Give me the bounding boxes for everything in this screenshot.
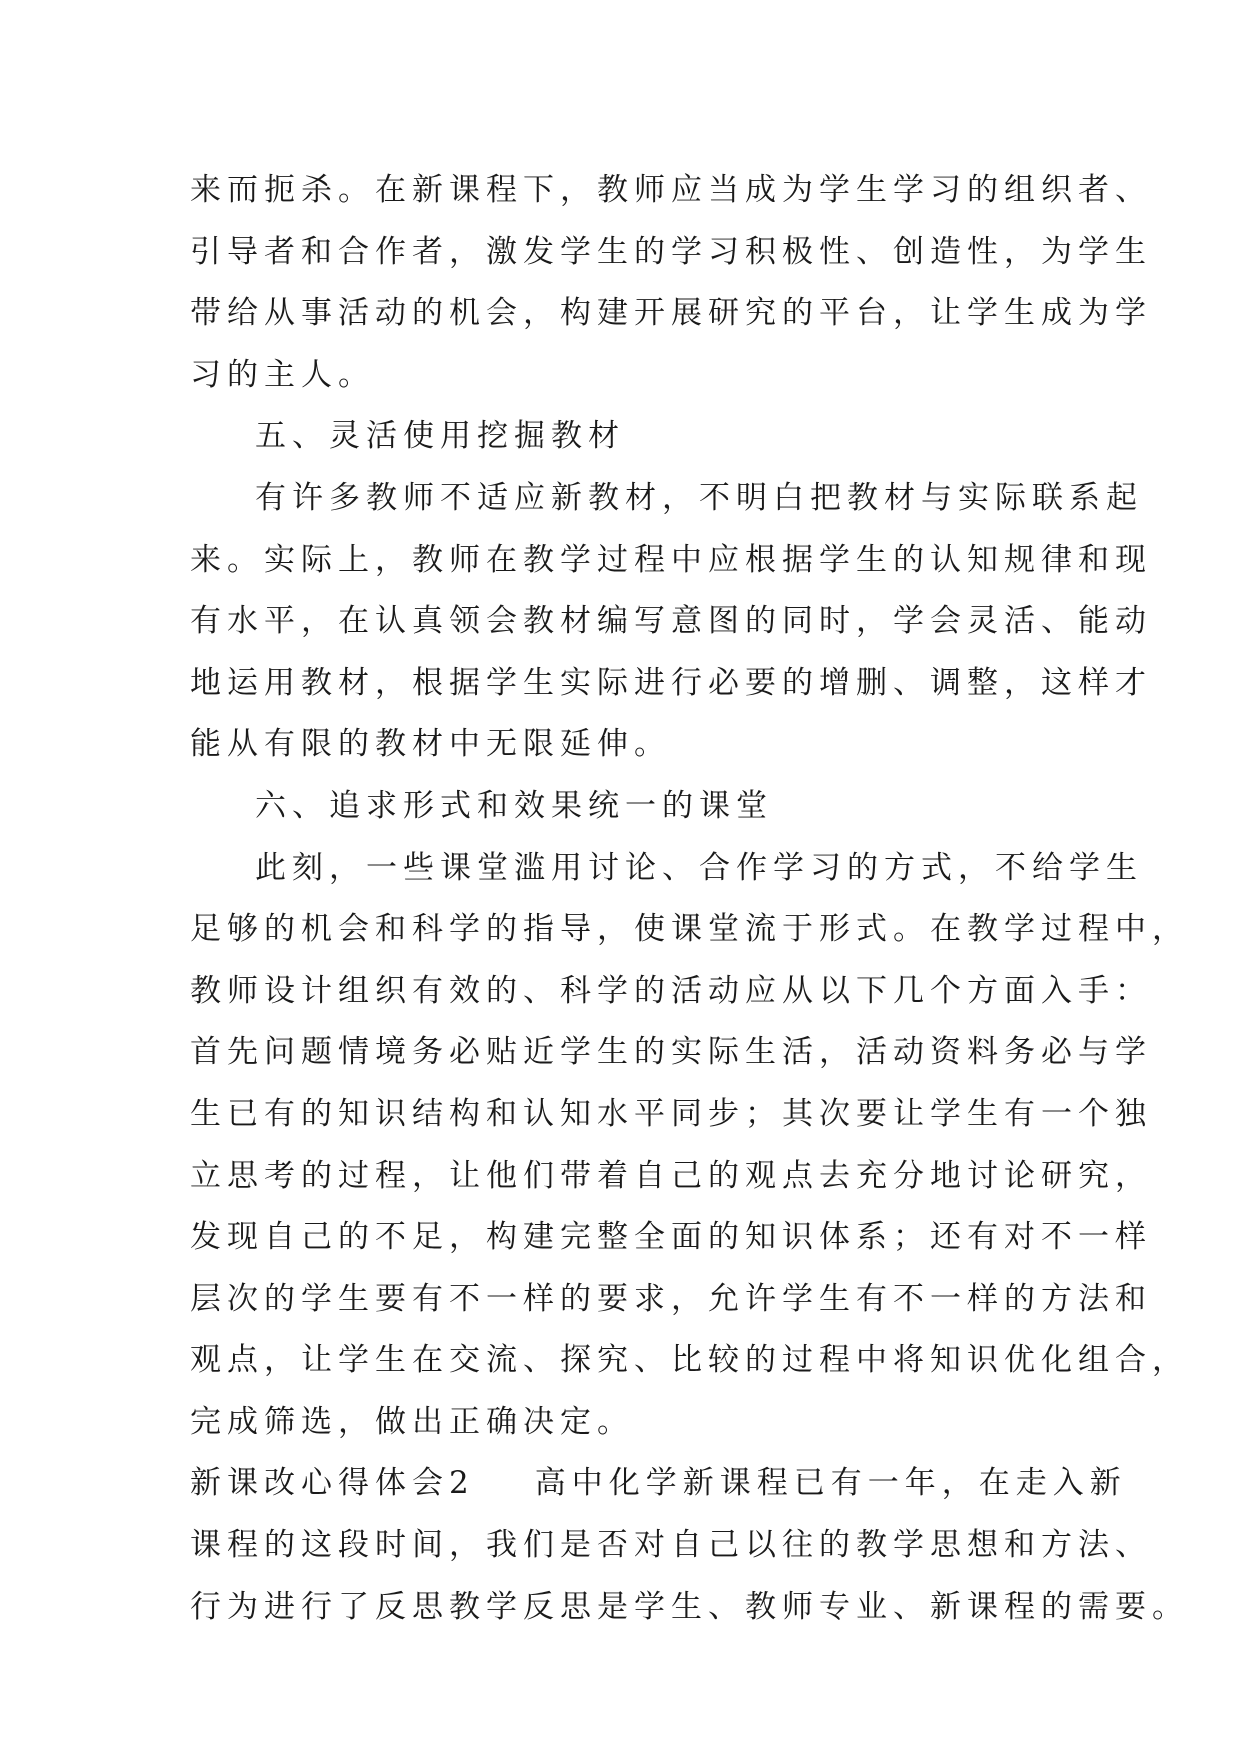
text-line bbox=[190, 1453, 1127, 1515]
text-line: 行为进行了反思教学反思是学生、教师专业、新课程的需要。 bbox=[190, 1588, 1189, 1625]
text-line: 立思考的过程，让他们带着自己的观点去充分地讨论研究， bbox=[190, 1157, 1152, 1194]
text-line: 有许多教师不适应新教材，不明白把教材与实际联系起 bbox=[255, 479, 1143, 516]
text-line: 来而扼杀。在新课程下，教师应当成为学生学习的组织者、 bbox=[190, 172, 1152, 208]
text-line: 习的主人。 bbox=[190, 356, 375, 393]
section-heading-6: 六、追求形式和效果统一的课堂 bbox=[255, 787, 773, 824]
text-line: 首先问题情境务必贴近学生的实际生活，活动资料务必与学 bbox=[190, 1034, 1152, 1071]
text-line: 教师设计组织有效的、科学的活动应从以下几个方面入手： bbox=[190, 972, 1152, 1009]
text-line: 有水平，在认真领会教材编写意图的同时，学会灵活、能动 bbox=[190, 603, 1152, 640]
article-intro: 高中化学新课程已有一年，在走入新 bbox=[534, 1465, 1127, 1502]
text-line: 层次的学生要有不一样的要求，允许学生有不一样的方法和 bbox=[190, 1280, 1152, 1317]
article-title: 新课改心得体会2 bbox=[190, 1465, 475, 1502]
text-line: 带给从事活动的机会，构建开展研究的平台，让学生成为学 bbox=[190, 295, 1152, 332]
text-line: 此刻，一些课堂滥用讨论、合作学习的方式，不给学生 bbox=[255, 849, 1143, 886]
text-line: 课程的这段时间，我们是否对自己以往的教学思想和方法、 bbox=[190, 1527, 1152, 1564]
text-line: 地运用教材，根据学生实际进行必要的增删、调整，这样才 bbox=[190, 664, 1152, 701]
text-line: 发现自己的不足，构建完整全面的知识体系；还有对不一样 bbox=[190, 1219, 1152, 1256]
text-line: 足够的机会和科学的指导，使课堂流于形式。在教学过程中， bbox=[190, 911, 1189, 948]
text-line: 完成筛选，做出正确决定。 bbox=[190, 1403, 634, 1440]
text-line: 引导者和合作者，激发学生的学习积极性、创造性，为学生 bbox=[190, 233, 1152, 270]
body-text bbox=[190, 160, 1189, 1638]
text-line: 观点，让学生在交流、探究、比较的过程中将知识优化组合， bbox=[190, 1342, 1189, 1379]
text-line: 来。实际上，教师在教学过程中应根据学生的认知规律和现 bbox=[190, 541, 1152, 578]
text-line: 生已有的知识结构和认知水平同步；其次要让学生有一个独 bbox=[190, 1095, 1152, 1132]
section-heading-5: 五、灵活使用挖掘教材 bbox=[255, 418, 625, 455]
text-line: 能从有限的教材中无限延伸。 bbox=[190, 726, 671, 763]
